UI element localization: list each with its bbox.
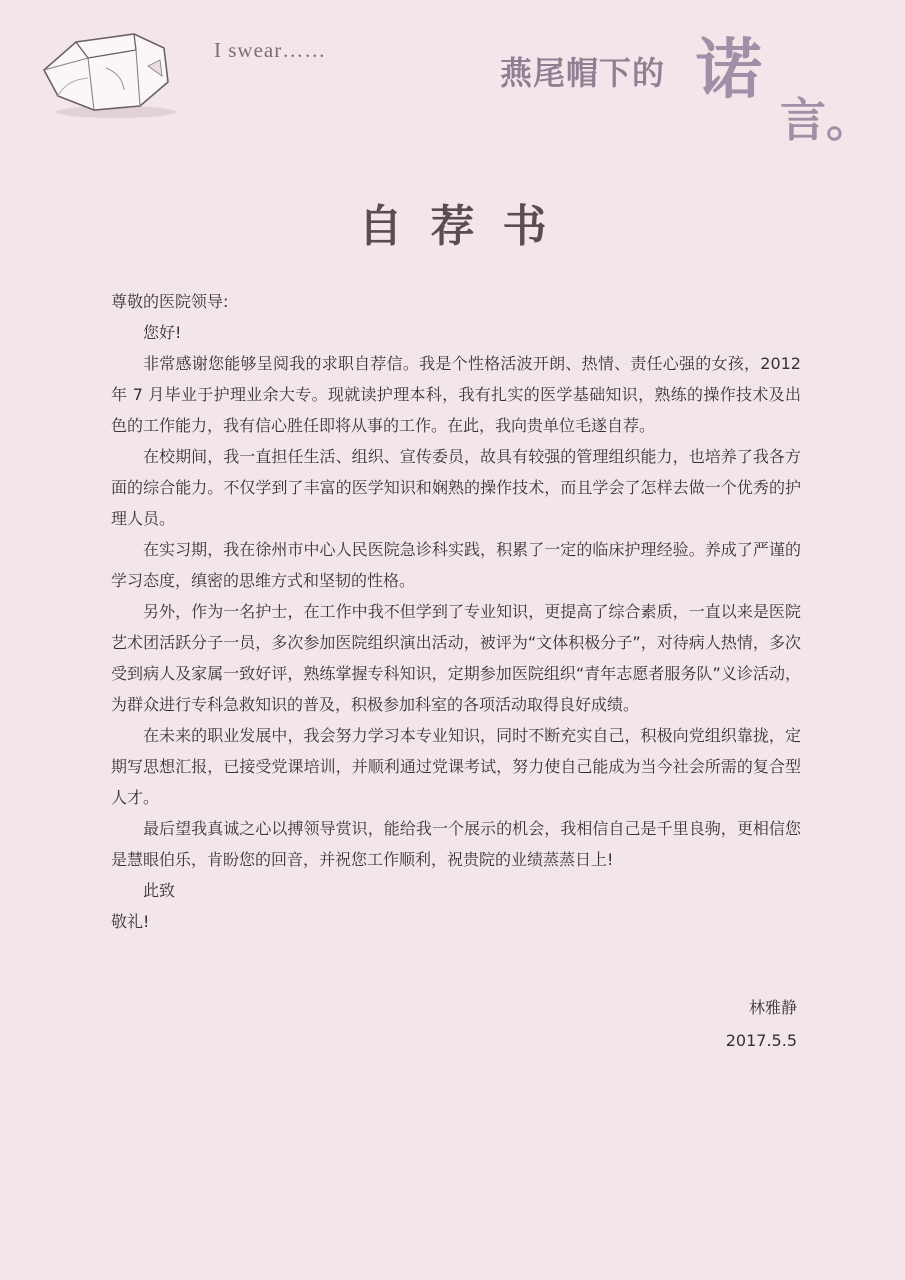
closing: 此致 [143, 881, 176, 900]
tagline-big-char: 诺 [696, 30, 762, 108]
paragraph: 非常感谢您能够呈阅我的求职自荐信。我是个性格活波开朗、热情、责任心强的女孩，2012 年 7 月毕业于护理业余大专。现就读护理本科，我有扎实的医学基础知识，熟练的操作技术及出色的工作能力，我有信心胜任即将从事的工作。在此，我向贵单位毛遂自荐。 [111, 354, 801, 435]
tagline-text: 燕尾帽下的 [500, 54, 666, 92]
greeting: 您好! [143, 323, 182, 342]
signature-date: 2017.5.5 [725, 1031, 797, 1050]
nurse-cap-icon [36, 20, 186, 120]
tagline-end-char: 言。 [780, 93, 872, 147]
paragraph: 另外，作为一名护士，在工作中我不但学到了专业知识，更提高了综合素质，一直以来是医院艺术团活跃分子一员，多次参加医院组织演出活动，被评为“文体积极分子”，对待病人热情，多次受到病人及家属一致好评，熟练掌握专科知识，定期参加医院组织“青年志愿者服务队”义诊活动，为群众进行专科急救知识的普及，积极参加科室的各项活动取得良好成绩。 [111, 602, 801, 714]
document-title: 自荐书 [358, 201, 575, 252]
signature-name: 林雅静 [748, 998, 797, 1017]
salutation: 尊敬的医院领导: [111, 292, 229, 311]
regards: 敬礼! [111, 912, 150, 931]
paragraph: 最后望我真诚之心以搏领导赏识，能给我一个展示的机会，我相信自己是千里良驹，更相信您是慧眼伯乐，肯盼您的回音，并祝您工作顺利，祝贵院的业绩蒸蒸日上! [111, 819, 801, 869]
i-swear-text: I swear…… [214, 38, 327, 62]
paragraph: 在未来的职业发展中，我会努力学习本专业知识，同时不断充实自己，积极向党组织靠拢，定期写思想汇报，已接受党课培训，并顺利通过党课考试，努力使自己能成为当今社会所需的复合型人才。 [111, 726, 801, 807]
letter-body [111, 286, 801, 937]
signature-block [726, 991, 797, 1057]
paragraph: 在实习期，我在徐州市中心人民医院急诊科实践，积累了一定的临床护理经验。养成了严谨的学习态度，缜密的思维方式和坚韧的性格。 [111, 540, 801, 590]
paragraph: 在校期间，我一直担任生活、组织、宣传委员，故具有较强的管理组织能力，也培养了我各方面的综合能力。不仅学到了丰富的医学知识和娴熟的操作技术，而且学会了怎样去做一个优秀的护理人员。 [111, 447, 801, 528]
